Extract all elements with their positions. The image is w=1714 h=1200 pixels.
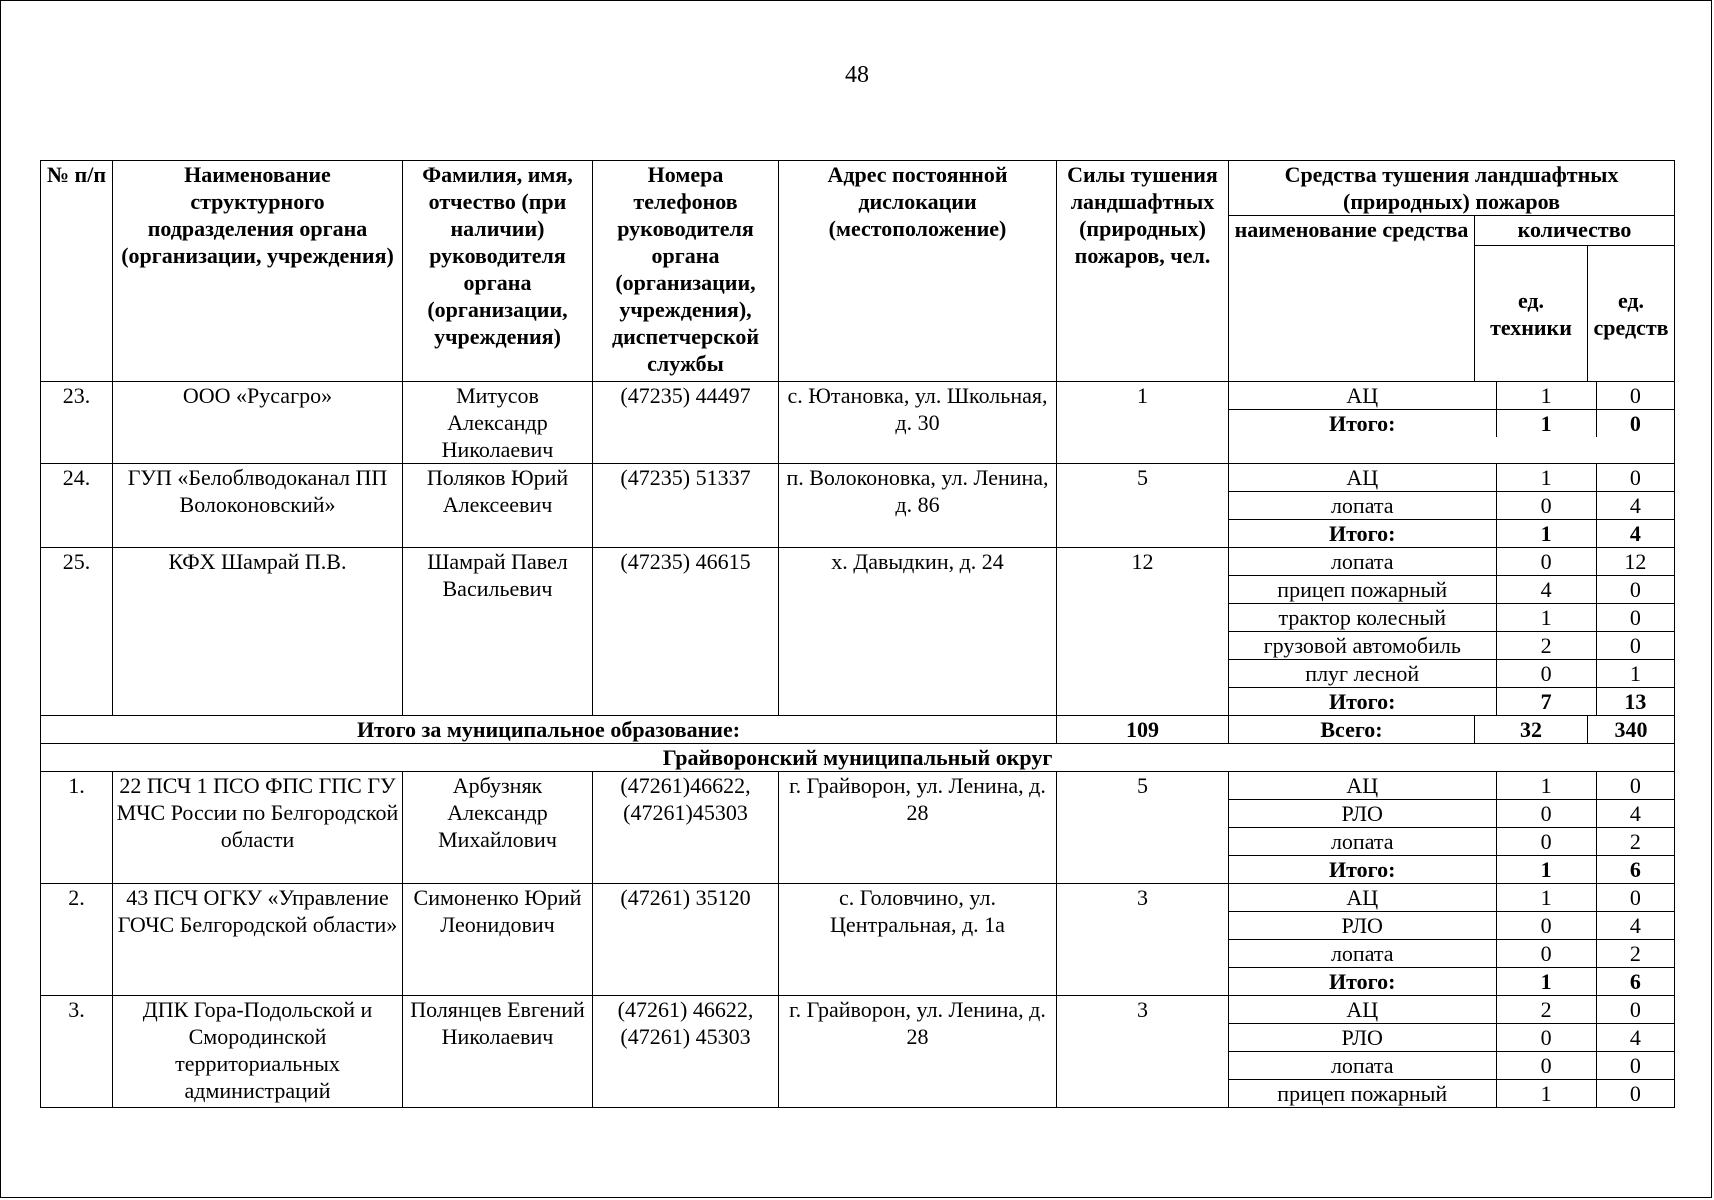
means-item-tech: 7 xyxy=(1496,688,1596,716)
means-item-means: 4 xyxy=(1596,520,1674,548)
means-item-means: 0 xyxy=(1596,410,1674,438)
row-org: 22 ПСЧ 1 ПСО ФПС ГПС ГУ МЧС России по Белгородской области xyxy=(113,772,403,884)
row-num: 23. xyxy=(41,382,113,464)
row-org: ДПК Гора-Подольской и Смородинской территориальных администраций xyxy=(113,996,403,1108)
means-item-means: 0 xyxy=(1596,604,1674,632)
means-item-means: 6 xyxy=(1596,856,1674,884)
municipal-total-forces: 109 xyxy=(1057,716,1229,744)
row-forces: 3 xyxy=(1057,996,1229,1108)
means-item-name: АЦ xyxy=(1229,382,1496,410)
table-row xyxy=(41,884,1675,996)
table-row xyxy=(41,772,1675,884)
means-item-means: 0 xyxy=(1596,996,1674,1024)
means-item-name: АЦ xyxy=(1229,772,1496,800)
municipal-total-name: Всего: xyxy=(1229,716,1475,744)
row-means xyxy=(1229,996,1675,1108)
means-item-tech: 0 xyxy=(1496,660,1596,688)
means-item-tech: 1 xyxy=(1496,520,1596,548)
means-item-tech: 2 xyxy=(1496,632,1596,660)
means-list xyxy=(1229,772,1674,883)
table-header xyxy=(41,161,1675,382)
row-head: Симоненко Юрий Леонидович xyxy=(403,884,593,996)
municipal-total-means: 340 xyxy=(1588,716,1675,744)
row-forces: 5 xyxy=(1057,772,1229,884)
means-item xyxy=(1229,688,1674,716)
means-item xyxy=(1229,604,1674,632)
row-num: 2. xyxy=(41,884,113,996)
means-item-tech: 1 xyxy=(1496,604,1596,632)
row-forces: 12 xyxy=(1057,548,1229,716)
means-item xyxy=(1229,772,1674,800)
means-item-tech: 1 xyxy=(1496,856,1596,884)
means-item-name: Итого: xyxy=(1329,411,1396,436)
means-item-means: 0 xyxy=(1596,632,1674,660)
means-item-means: 0 xyxy=(1596,1052,1674,1080)
means-item xyxy=(1229,968,1674,996)
means-item-tech: 0 xyxy=(1496,828,1596,856)
row-address: с. Головчино, ул. Центральная, д. 1а xyxy=(779,884,1057,996)
header-head: Фамилия, имя, отчество (при наличии) руководителя органа (организации, учреждения) xyxy=(403,161,593,382)
means-item-name: РЛО xyxy=(1229,1024,1496,1052)
means-item-means: 0 xyxy=(1596,1080,1674,1108)
means-item-means: 0 xyxy=(1596,382,1674,410)
means-item xyxy=(1229,884,1674,912)
row-org: ГУП «Белоблводоканал ПП Волоконовский» xyxy=(113,464,403,548)
row-means xyxy=(1229,382,1675,464)
row-forces: 5 xyxy=(1057,464,1229,548)
means-item-name: Итого: xyxy=(1329,969,1396,994)
row-forces: 3 xyxy=(1057,884,1229,996)
means-item-tech: 1 xyxy=(1496,1080,1596,1108)
row-phones: (47261) 35120 xyxy=(593,884,779,996)
means-item-means: 4 xyxy=(1596,912,1674,940)
page-number: 48 xyxy=(845,62,869,88)
municipal-total-tech: 32 xyxy=(1475,716,1588,744)
section-title: Грайворонский муниципальный округ xyxy=(41,744,1675,772)
means-item-tech: 0 xyxy=(1496,1024,1596,1052)
means-item xyxy=(1229,828,1674,856)
means-item xyxy=(1229,996,1674,1024)
row-forces: 1 xyxy=(1057,382,1229,464)
means-item-means: 4 xyxy=(1596,1024,1674,1052)
means-item-name: Итого: xyxy=(1329,857,1396,882)
means-item-means: 0 xyxy=(1596,464,1674,492)
row-phones: (47235) 46615 xyxy=(593,548,779,716)
means-item-means: 0 xyxy=(1596,576,1674,604)
means-item-tech: 1 xyxy=(1496,884,1596,912)
means-item xyxy=(1229,548,1674,576)
means-item xyxy=(1229,912,1674,940)
municipal-total-label: Итого за муниципальное образование: xyxy=(41,716,1057,744)
means-item-tech: 4 xyxy=(1496,576,1596,604)
row-num: 25. xyxy=(41,548,113,716)
row-address: г. Грайворон, ул. Ленина, д. 28 xyxy=(779,772,1057,884)
means-list xyxy=(1229,884,1674,995)
municipal-total xyxy=(41,716,1675,772)
means-item xyxy=(1229,856,1674,884)
header-means-name: наименование средства xyxy=(1229,216,1475,382)
row-num: 1. xyxy=(41,772,113,884)
row-num: 3. xyxy=(41,996,113,1108)
table-body-a xyxy=(41,382,1675,716)
means-item-tech: 1 xyxy=(1496,410,1596,438)
means-item-name: АЦ xyxy=(1229,464,1496,492)
row-head: Полянцев Евгений Николаевич xyxy=(403,996,593,1108)
table-body-b xyxy=(41,772,1675,1108)
means-item-tech: 2 xyxy=(1496,996,1596,1024)
means-item-name: прицеп пожарный xyxy=(1277,1081,1448,1106)
row-means xyxy=(1229,884,1675,996)
means-item-tech: 0 xyxy=(1496,800,1596,828)
means-item xyxy=(1229,1052,1674,1080)
means-item-tech: 0 xyxy=(1496,1052,1596,1080)
means-item xyxy=(1229,576,1674,604)
means-item-name: лопата xyxy=(1229,940,1496,968)
means-list xyxy=(1229,382,1674,437)
row-means xyxy=(1229,548,1675,716)
row-phones: (47235) 44497 xyxy=(593,382,779,464)
means-item xyxy=(1229,520,1674,548)
header-num: № п/п xyxy=(41,161,113,382)
row-phones: (47261)46622, (47261)45303 xyxy=(593,772,779,884)
row-phones: (47261) 46622, (47261) 45303 xyxy=(593,996,779,1108)
means-item-name: плуг лесной xyxy=(1229,660,1496,688)
header-org: Наименование структурного подразделения органа (организации, учреждения) xyxy=(113,161,403,382)
means-item xyxy=(1229,632,1674,660)
row-address: с. Ютановка, ул. Школьная, д. 30 xyxy=(779,382,1057,464)
header-units-tech: ед. техники xyxy=(1475,246,1588,382)
row-address: п. Волоконовка, ул. Ленина, д. 86 xyxy=(779,464,1057,548)
means-item xyxy=(1229,382,1674,410)
means-table xyxy=(40,160,1675,1108)
row-address: х. Давыдкин, д. 24 xyxy=(779,548,1057,716)
means-item xyxy=(1229,464,1674,492)
table-row xyxy=(41,548,1675,716)
means-item-name: РЛО xyxy=(1229,912,1496,940)
means-item-means: 4 xyxy=(1596,492,1674,520)
means-item-name: лопата xyxy=(1229,548,1496,576)
means-item-means: 6 xyxy=(1596,968,1674,996)
row-org: КФХ Шамрай П.В. xyxy=(113,548,403,716)
means-item-tech: 1 xyxy=(1496,772,1596,800)
means-item-name: Итого: xyxy=(1329,521,1396,546)
row-head: Митусов Александр Николаевич xyxy=(403,382,593,464)
means-item-tech: 0 xyxy=(1496,492,1596,520)
row-num: 24. xyxy=(41,464,113,548)
means-item-means: 1 xyxy=(1596,660,1674,688)
means-item-name: АЦ xyxy=(1229,996,1496,1024)
means-item-means: 0 xyxy=(1596,772,1674,800)
means-item-means: 2 xyxy=(1596,940,1674,968)
means-item-name: Итого: xyxy=(1329,689,1396,714)
table-row xyxy=(41,382,1675,464)
means-item-means: 12 xyxy=(1596,548,1674,576)
means-list xyxy=(1229,548,1674,715)
means-item xyxy=(1229,492,1674,520)
means-item xyxy=(1229,800,1674,828)
header-means: Средства тушения ландшафтных (природных) пожаров xyxy=(1229,161,1675,216)
means-item-name: лопата xyxy=(1229,1052,1496,1080)
means-list xyxy=(1229,996,1674,1107)
header-address: Адрес постоянной дислокации (местоположение) xyxy=(779,161,1057,382)
means-item xyxy=(1229,1080,1674,1108)
means-item-name: прицеп пожарный xyxy=(1229,576,1496,604)
means-item xyxy=(1229,660,1674,688)
means-item-tech: 0 xyxy=(1496,548,1596,576)
row-address: г. Грайворон, ул. Ленина, д. 28 xyxy=(779,996,1057,1108)
means-item-means: 13 xyxy=(1596,688,1674,716)
means-item-tech: 0 xyxy=(1496,912,1596,940)
row-phones: (47235) 51337 xyxy=(593,464,779,548)
means-item-name: грузовой автомобиль xyxy=(1229,632,1496,660)
table-row xyxy=(41,464,1675,548)
means-item-means: 2 xyxy=(1596,828,1674,856)
means-item xyxy=(1229,940,1674,968)
means-item-means: 0 xyxy=(1596,884,1674,912)
row-means xyxy=(1229,464,1675,548)
means-item-tech: 1 xyxy=(1496,382,1596,410)
row-head: Шамрай Павел Васильевич xyxy=(403,548,593,716)
means-item xyxy=(1229,410,1674,438)
means-item-name: лопата xyxy=(1229,828,1496,856)
row-means xyxy=(1229,772,1675,884)
means-item-tech: 0 xyxy=(1496,940,1596,968)
row-org: 43 ПСЧ ОГКУ «Управление ГОЧС Белгородской области» xyxy=(113,884,403,996)
means-item-means: 4 xyxy=(1596,800,1674,828)
header-units-means: ед. средств xyxy=(1588,246,1675,382)
means-item-name: лопата xyxy=(1229,492,1496,520)
row-head: Поляков Юрий Алексеевич xyxy=(403,464,593,548)
header-forces: Силы тушения ландшафтных (природных) пожаров, чел. xyxy=(1057,161,1229,382)
header-quantity: количество xyxy=(1475,216,1675,246)
header-phones: Номера телефонов руководителя органа (организации, учреждения), диспетчерской службы xyxy=(593,161,779,382)
means-item-tech: 1 xyxy=(1496,464,1596,492)
means-item-tech: 1 xyxy=(1496,968,1596,996)
means-item-name: трактор колесный xyxy=(1229,604,1496,632)
table-row xyxy=(41,996,1675,1108)
means-item xyxy=(1229,1024,1674,1052)
means-list xyxy=(1229,464,1674,547)
means-item-name: РЛО xyxy=(1229,800,1496,828)
means-item-name: АЦ xyxy=(1229,884,1496,912)
row-head: Арбузняк Александр Михайлович xyxy=(403,772,593,884)
row-org: ООО «Русагро» xyxy=(113,382,403,464)
